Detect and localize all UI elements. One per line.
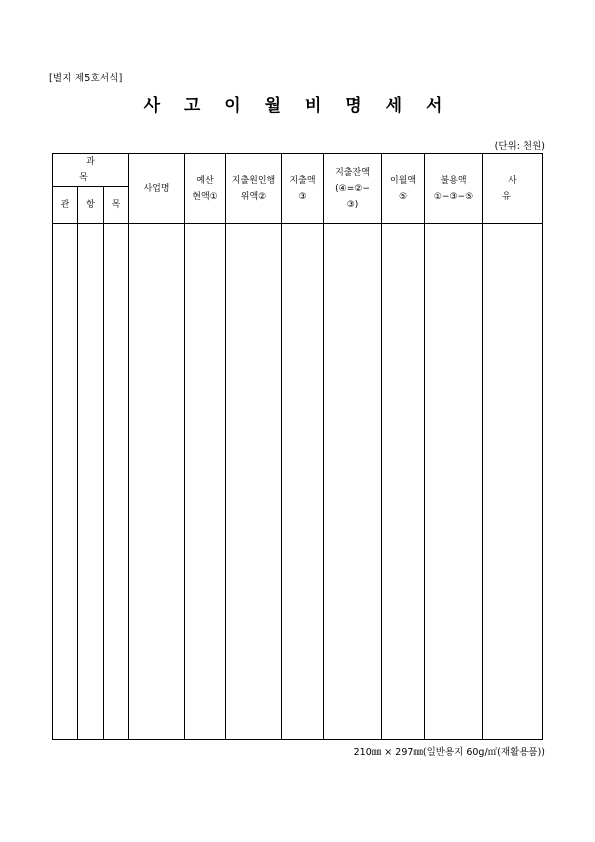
table-cell-expense[interactable] xyxy=(282,224,324,740)
document-title: 사 고 이 월 비 명 세 서 xyxy=(143,96,452,116)
table-cell-mok[interactable] xyxy=(104,224,129,740)
subject-group-header: 과 목 xyxy=(53,154,129,187)
carryover-amount-header: 이월액 ⑤ xyxy=(382,154,425,224)
spending-cause-header: 지출원인행 위액② xyxy=(226,154,282,224)
table-cell-budget[interactable] xyxy=(185,224,226,740)
unused-amount-header: 불용액 ①−③−⑤ xyxy=(425,154,483,224)
table-cell-reason[interactable] xyxy=(483,224,543,740)
table-cell-project-name[interactable] xyxy=(129,224,185,740)
unit-note: (단위: 천원) xyxy=(494,141,545,152)
table-cell-spending-cause[interactable] xyxy=(226,224,282,740)
mok-header: 목 xyxy=(104,187,129,224)
table-cell-remaining[interactable] xyxy=(324,224,382,740)
form-label: [별지 제5호서식] xyxy=(49,73,123,84)
paper-spec-note: 210㎜ × 297㎜(일반용지 60g/㎡(재활용품)) xyxy=(353,747,545,758)
table-cell-hang[interactable] xyxy=(78,224,104,740)
reason-header: 사 유 xyxy=(483,154,543,224)
table-cell-carryover[interactable] xyxy=(382,224,425,740)
remaining-balance-header: 지출잔액 (④=②− ③) xyxy=(324,154,382,224)
project-name-header: 사업명 xyxy=(129,154,185,224)
hang-header: 항 xyxy=(78,187,104,224)
gwan-header: 관 xyxy=(53,187,78,224)
expense-header: 지출액 ③ xyxy=(282,154,324,224)
budget-header: 예산 현액① xyxy=(185,154,226,224)
table-cell-unused[interactable] xyxy=(425,224,483,740)
carryover-table xyxy=(52,153,543,740)
table-row xyxy=(53,224,543,740)
table-cell-gwan[interactable] xyxy=(53,224,78,740)
